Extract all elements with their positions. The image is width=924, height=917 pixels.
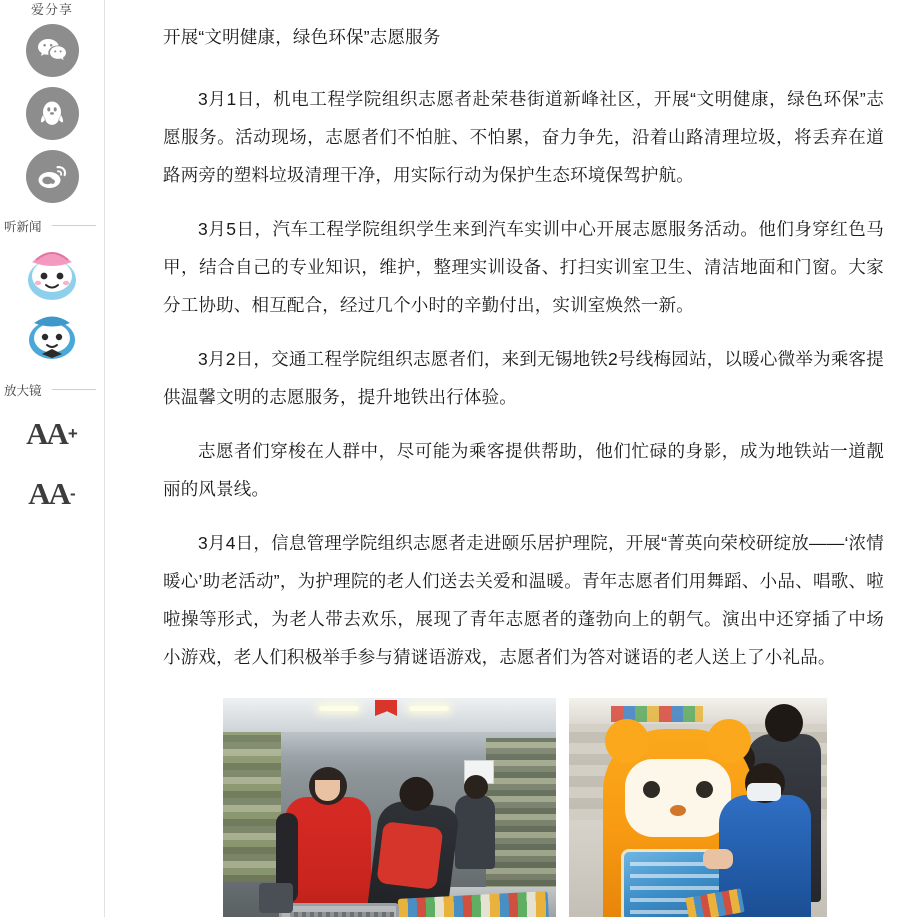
article-paragraph-1: 3月1日，机电工程学院组织志愿者赴荣巷街道新峰社区，开展“文明健康，绿色环保”志愿服务。活动现场，志愿者们不怕脏、不怕累，奋力争先，沿着山路清理垃圾，将丢弃在道路两旁的塑料垃圾清理干净，用实际行动为保护生态环境保驾护航。 <box>163 89 884 185</box>
plus-icon: + <box>67 424 78 443</box>
article-paragraph-4: 志愿者们穿梭在人群中，尽可能为乘客提供帮助，他们忙碌的身影，成为地铁站一道靓丽的风景线。 <box>163 441 884 499</box>
wechat-share-button[interactable] <box>26 24 79 77</box>
qq-penguin-icon <box>39 99 65 129</box>
article-body <box>105 0 924 917</box>
weibo-share-button[interactable] <box>26 150 79 203</box>
article-paragraph-3: 3月2日，交通工程学院组织志愿者们，来到无锡地铁2号线梅园站，以暖心微举为乘客提供温馨文明的志愿服务，提升地铁出行体验。 <box>163 349 884 407</box>
photo-library-volunteers <box>223 698 556 917</box>
text-size-decrease-label: AA <box>28 476 70 511</box>
minus-icon: - <box>70 484 76 503</box>
article-image-row <box>163 698 884 917</box>
photo-robot-kiosk <box>569 698 827 917</box>
magnifier-label: 放大镜 <box>0 381 104 399</box>
text-size-increase-button[interactable] <box>20 405 84 463</box>
text-size-decrease-button[interactable] <box>20 465 84 523</box>
share-button-group <box>26 24 79 203</box>
listen-news-label: 听新闻 <box>0 217 104 235</box>
mascot-listen-primary[interactable] <box>18 240 86 302</box>
article-paragraph-2: 3月5日，汽车工程学院组织学生来到汽车实训中心开展志愿服务活动。他们身穿红色马甲，结合自己的专业知识，维护，整理实训设备、打扫实训室卫生、清洁地面和门窗。大家分工协助、相互配合，经过几个小时的辛勤付出，实训室焕然一新。 <box>163 219 884 315</box>
wechat-icon <box>37 38 67 64</box>
utility-sidebar <box>0 0 104 917</box>
qq-share-button[interactable] <box>26 87 79 140</box>
weibo-icon <box>37 164 67 190</box>
text-size-increase-label: AA <box>26 416 67 451</box>
article-paragraph-5: 3月4日，信息管理学院组织志愿者走进颐乐居护理院，开展“菁英向荣校研绽放——‘浓情暖心’助老活动”，为护理院的老人们送去关爱和温暖。青年志愿者们用舞蹈、小品、唱歌、啦啦操等形式，为老人带去欢乐，展现了青年志愿者的蓬勃向上的朝气。演出中还穿插了中场小游戏，老人们积极举手参与猜谜语游戏，志愿者们为答对谜语的老人送上了小礼品。 <box>163 533 884 667</box>
mascot-listen-secondary[interactable] <box>18 304 86 366</box>
article-title: 开展“文明健康，绿色环保”志愿服务 <box>163 27 441 47</box>
share-section-label: 爱分享 <box>30 2 73 17</box>
